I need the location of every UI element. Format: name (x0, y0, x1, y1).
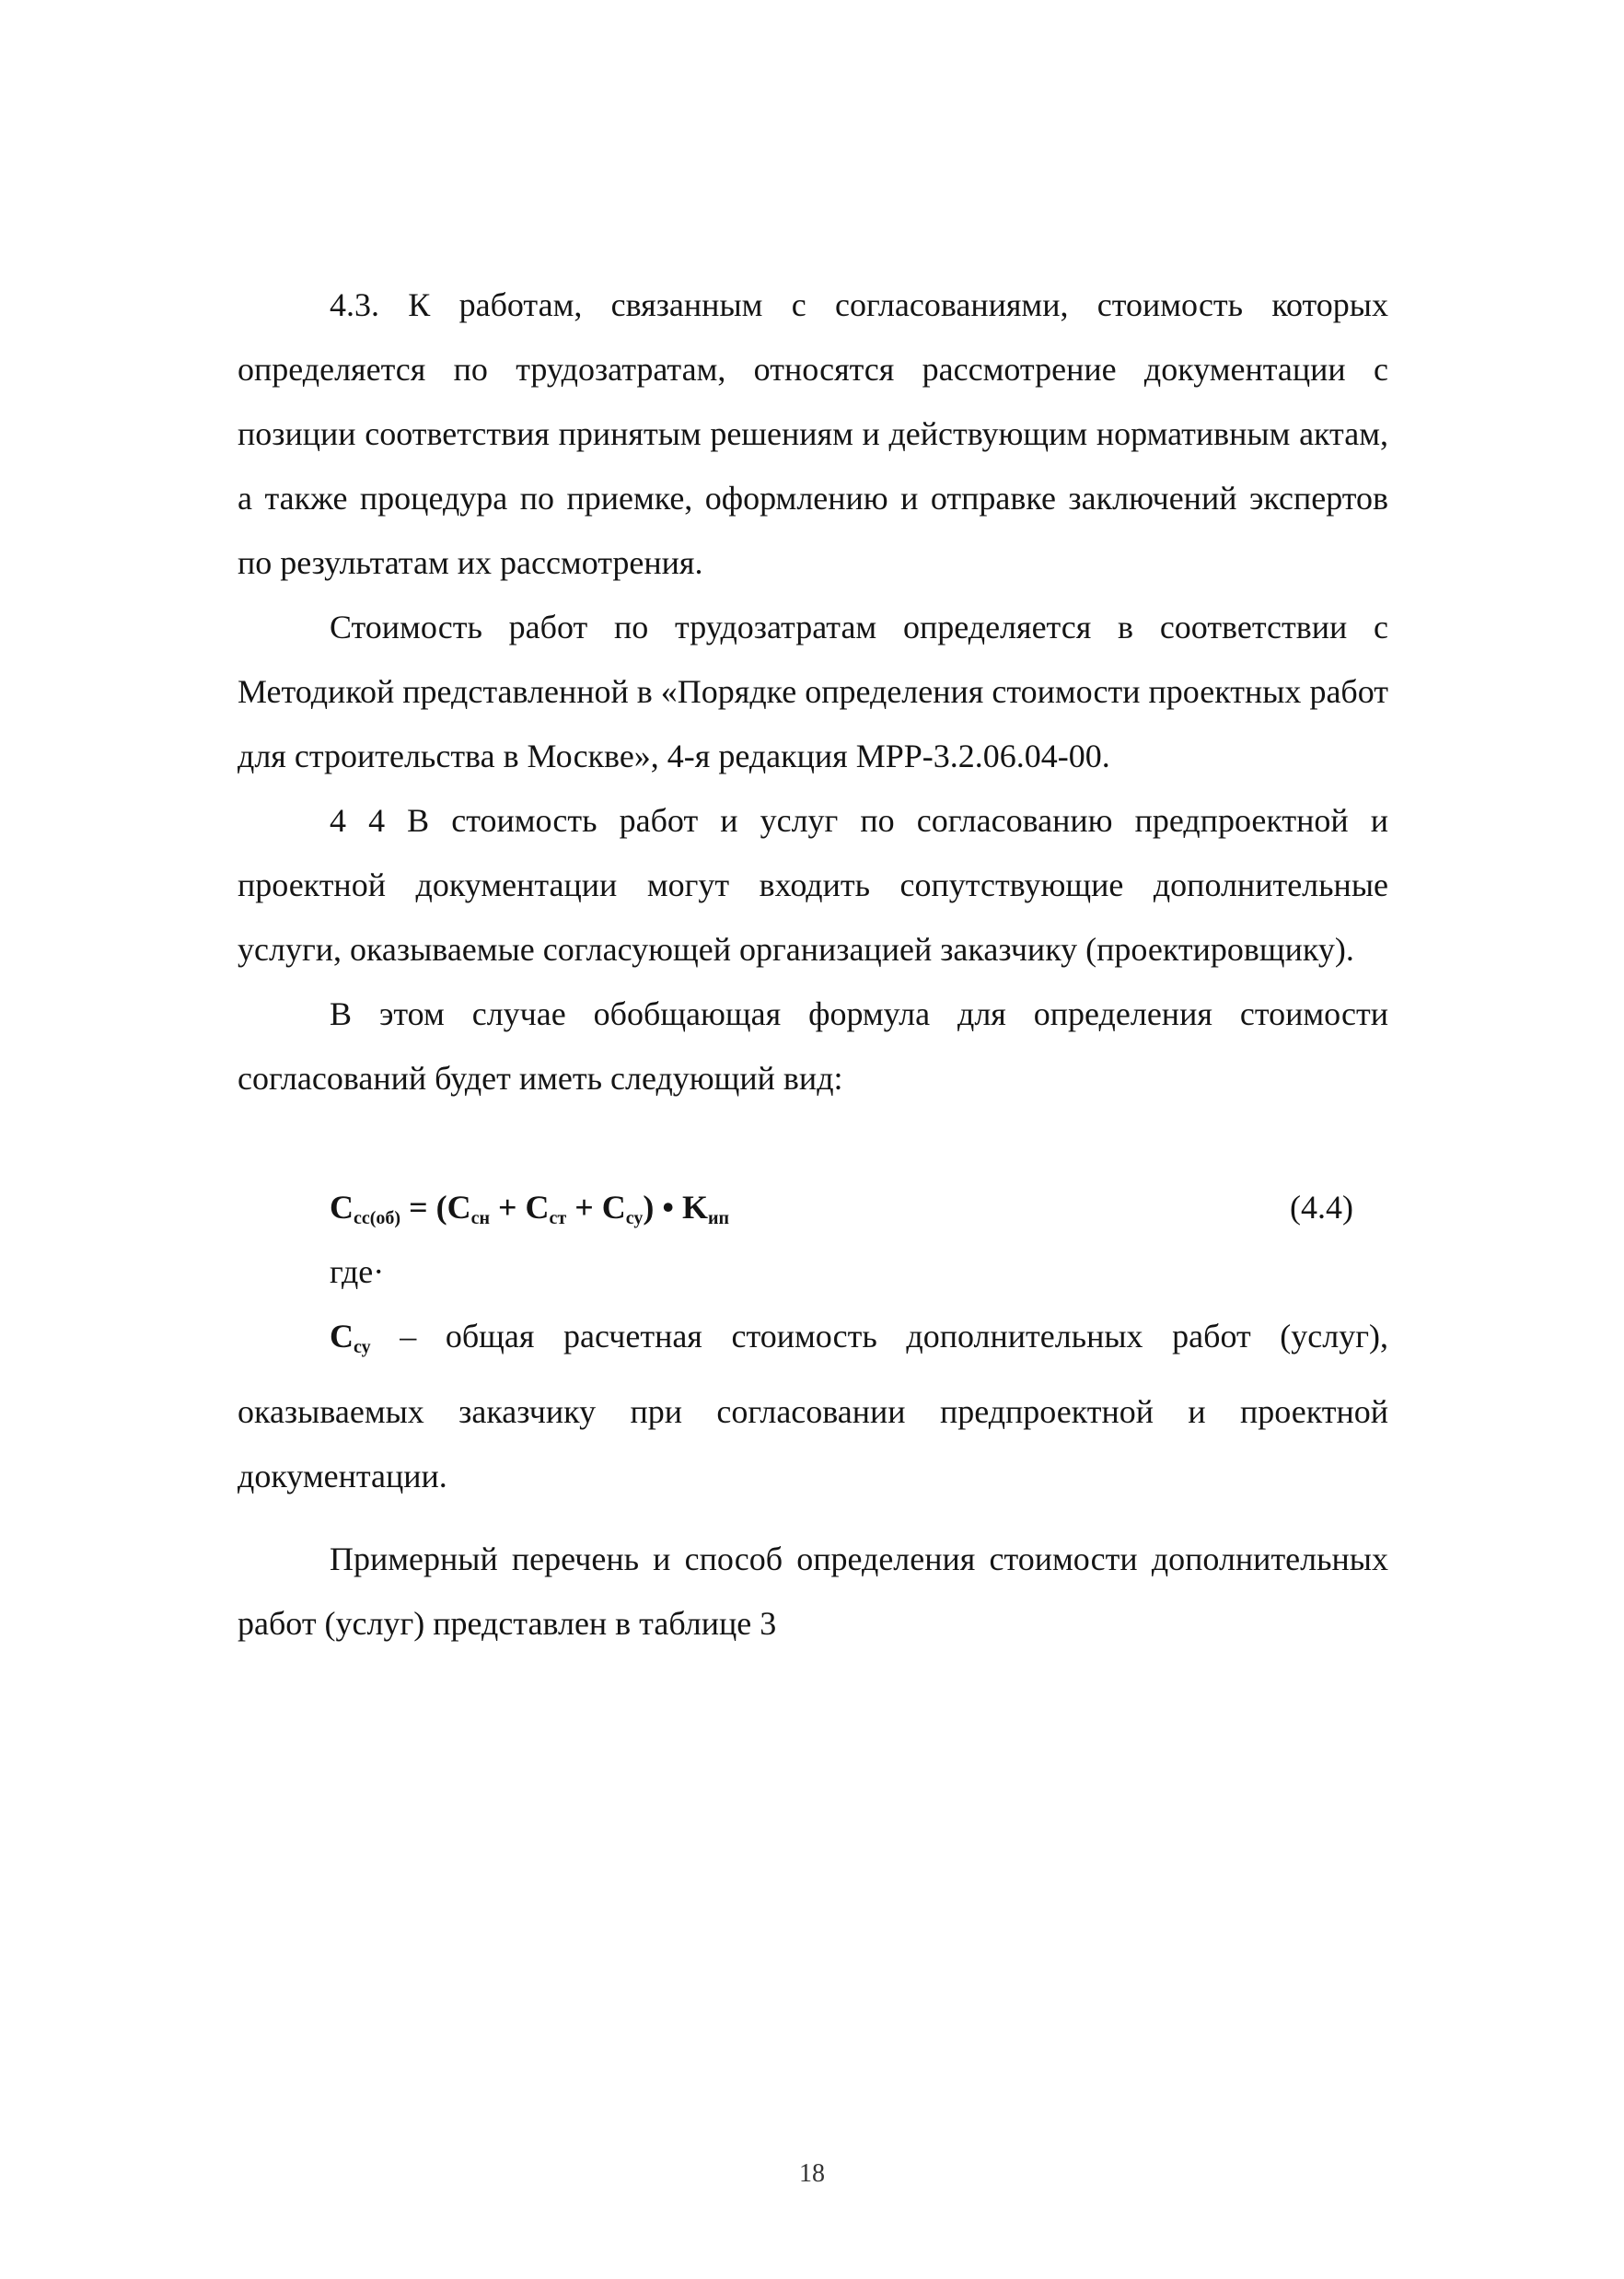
paragraph-cost-method: Стоимость работ по трудозатратам определяется в соответствии с Методикой представленной в «Порядке определения стоимости проектных работ для строительства в Москве», 4-я редакция МРР-3.2.06.04-00. (238, 609, 1388, 774)
formula-term3-subscript: су (625, 1208, 644, 1228)
definition-block (238, 1304, 1388, 1656)
formula-lhs-subscript: cc(об) (354, 1208, 401, 1228)
formula-close-multiply: ) • (643, 1189, 682, 1226)
page-number: 18 (799, 2159, 825, 2188)
definition-text: – общая расчетная стоимость дополнительных работ (услуг), оказываемых заказчику при согласовании предпроектной и проектной документации. (238, 1318, 1388, 1494)
formula-term1-subscript: сн (470, 1208, 490, 1228)
definition-symbol: C (330, 1318, 354, 1355)
formula-term2-subscript: ст (549, 1208, 567, 1228)
formula-lhs-symbol: C (330, 1189, 354, 1226)
paragraph-4-4: 4 4 В стоимость работ и услуг по согласованию предпроектной и проектной документации могут входить сопутствующие дополнительные услуги, оказываемые согласующей организацией заказчику (проектировщику). (238, 802, 1388, 968)
formula-plus-1: + (490, 1189, 526, 1226)
paragraph-4-3: 4.3. К работам, связанным с согласованиями, стоимость которых определяется по трудозатратам, относятся рассмотрение документации с позиции соответствия принятым решениям и действующим нормативным актам, а также процедура по приемке, оформлению и отправке заключений экспертов по результатам их рассмотрения. (238, 286, 1388, 581)
formula-term3-symbol: C (601, 1189, 626, 1226)
paragraph-4-3-block (238, 273, 1388, 1110)
formula-plus-2: + (566, 1189, 602, 1226)
where-label: где· (330, 1253, 385, 1290)
definition-symbol-subscript: су (354, 1337, 371, 1357)
formula-k-subscript: ип (707, 1208, 730, 1228)
formula-term2-symbol: C (525, 1189, 550, 1226)
paragraph-formula-intro: В этом случае обобщающая формула для определения стоимости согласований будет иметь следующий вид: (238, 995, 1388, 1097)
formula-expression (330, 1189, 729, 1226)
paragraph-list-reference: Примерный перечень и способ определения стоимости дополнительных работ (услуг) представлен в таблице 3 (238, 1541, 1388, 1642)
formula-k-symbol: K (681, 1189, 708, 1226)
formula-equals-open: = ( (400, 1189, 447, 1226)
formula-4-4 (330, 1175, 1353, 1239)
definition-paragraph (238, 1304, 1388, 1508)
formula-term1-symbol: C (447, 1189, 471, 1226)
formula-number: (4.4) (1290, 1189, 1353, 1226)
